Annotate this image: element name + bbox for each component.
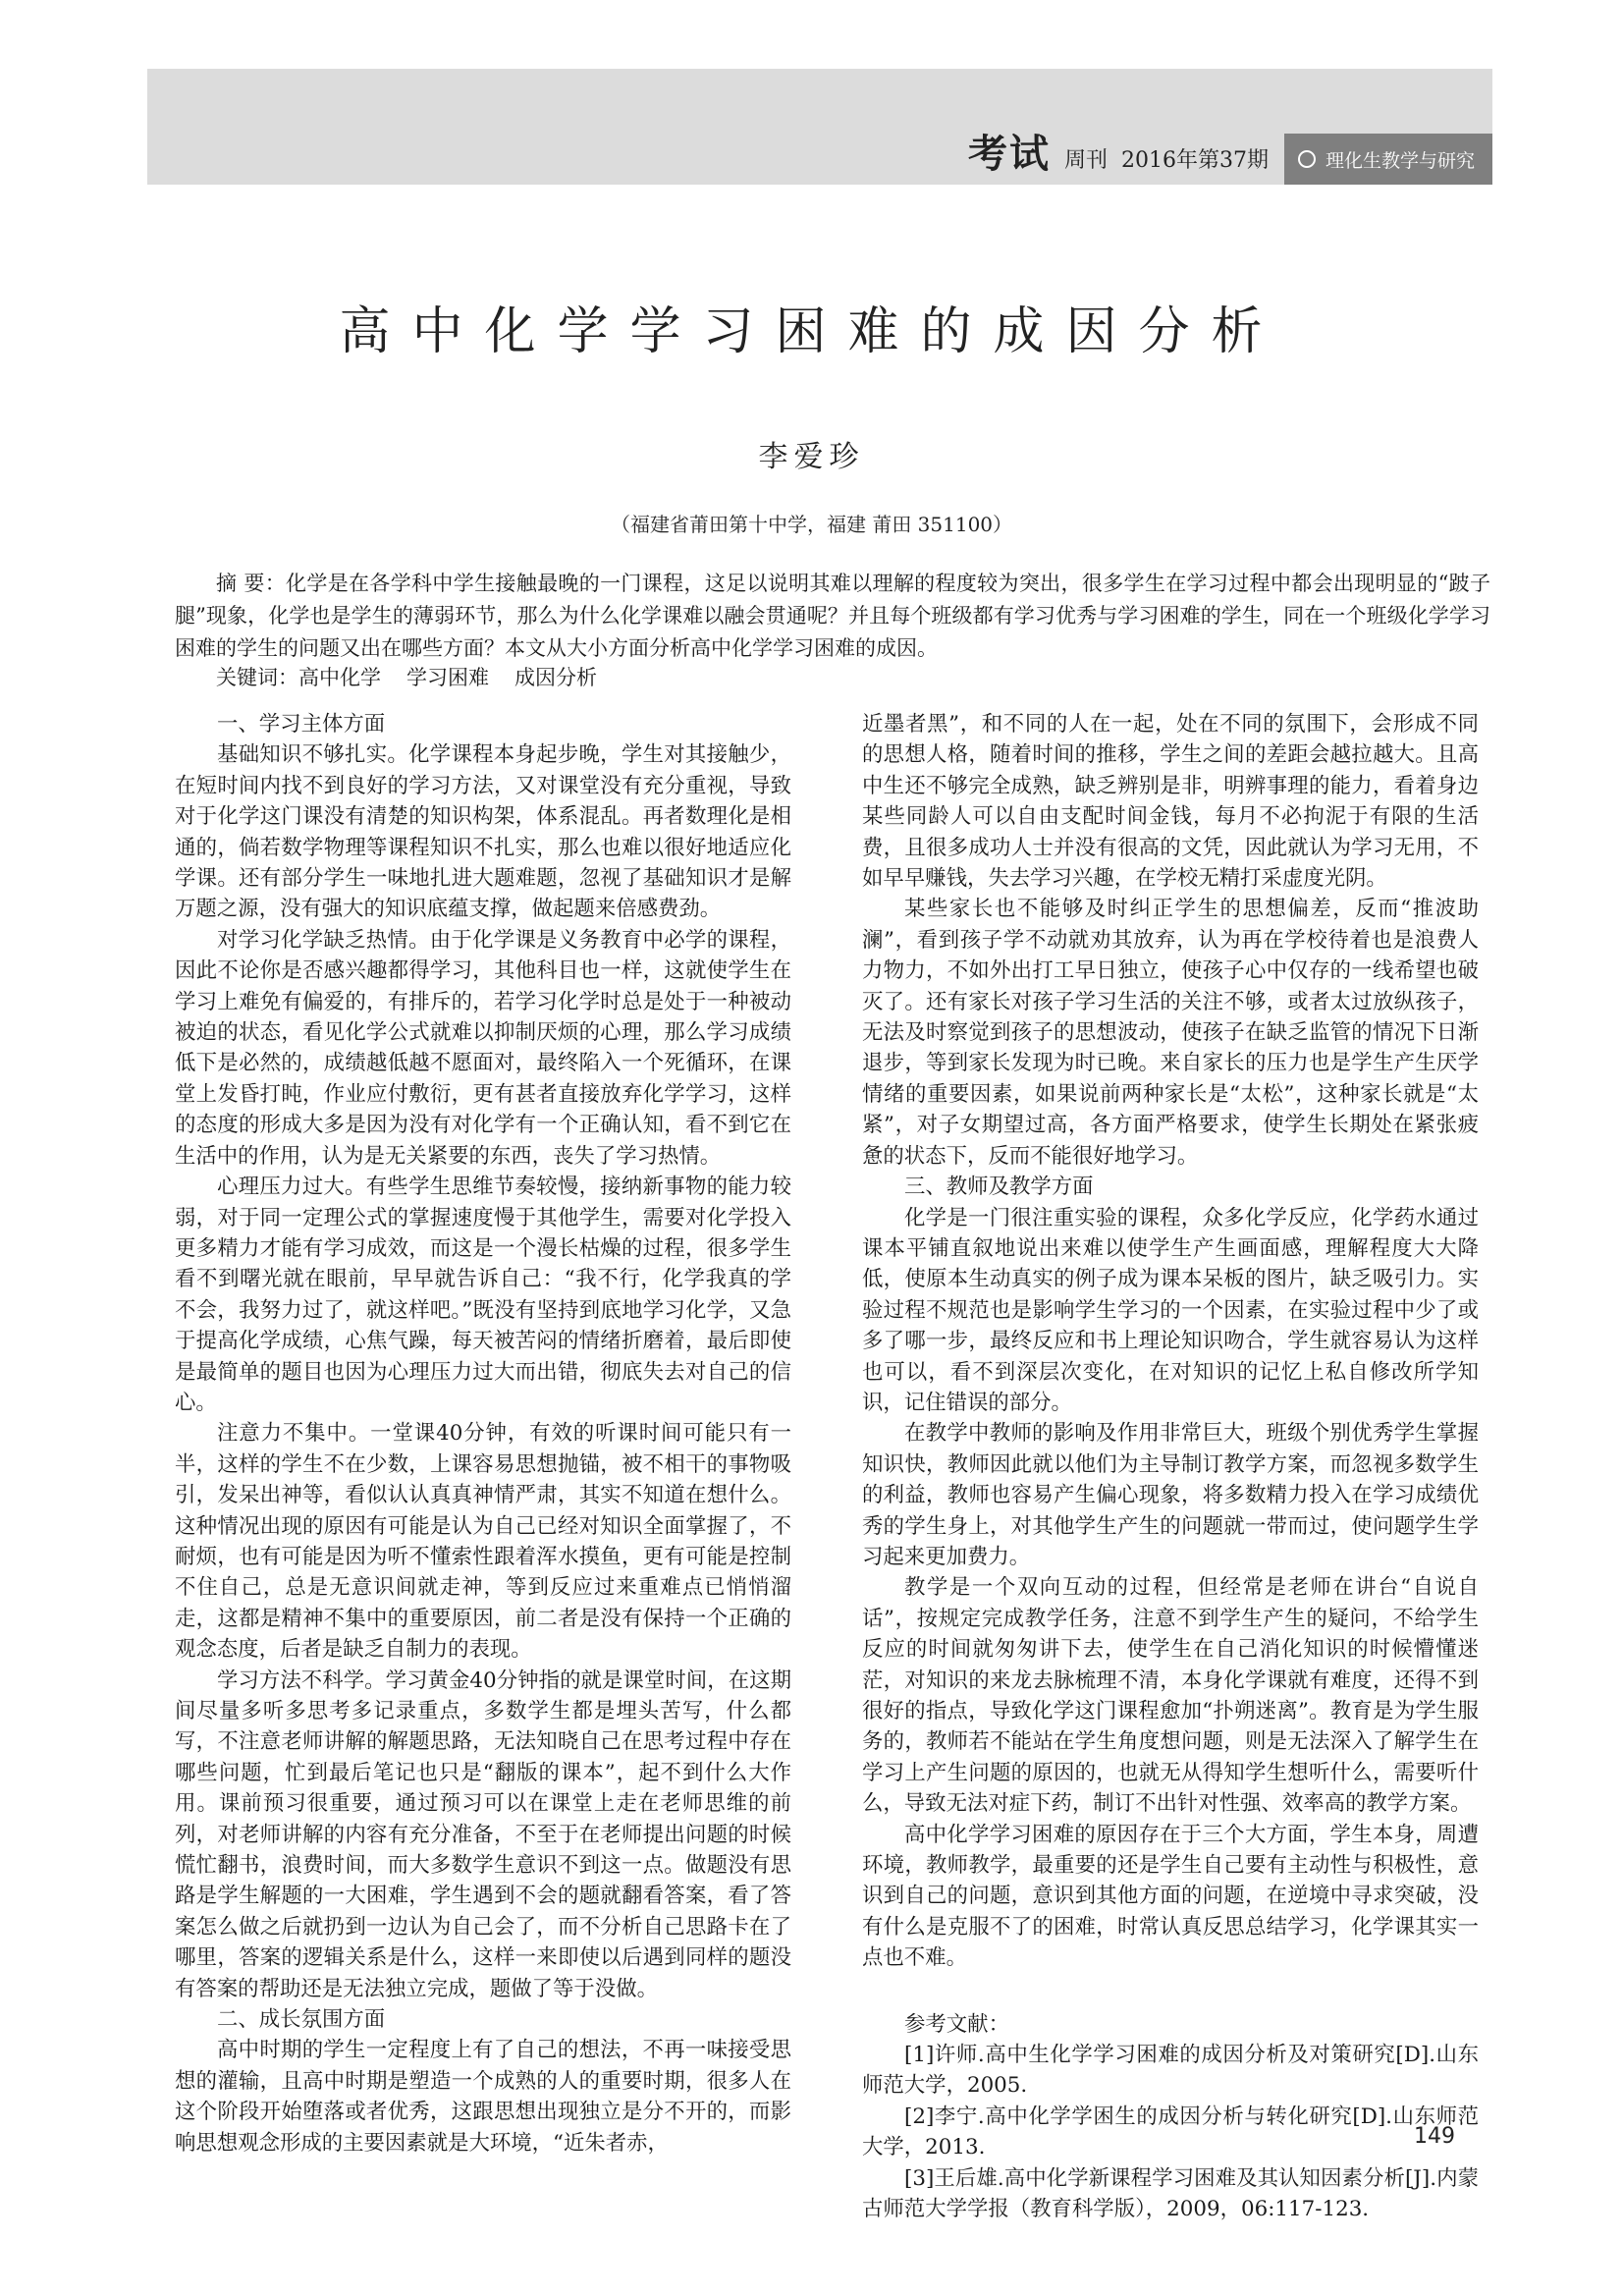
paragraph: 心理压力过大。有些学生思维节奏较慢，接纳新事物的能力较弱，对于同一定理公式的掌握速度慢于其他学生，需要对化学投入更多精力才能有学习成效，而这是一个漫长枯燥的过程，很多学生看不到曙光就在眼前，早早就告诉自己：“我不行，化学我真的学不会，我努力过了，就这样吧。”既没有坚持到底地学习化学，又急于提高化学成绩，心焦气躁，每天被苦闷的情绪折磨着，最后即使是最简单的题目也因为心理压力过大而出错，彻底失去对自己的信心。 xyxy=(175,1175,791,1415)
author: 李爱珍 xyxy=(758,440,865,474)
article-title: 高中化学学习困难的成因分析 xyxy=(339,302,1284,361)
journal-header-left xyxy=(968,123,1284,185)
affiliation: （福建省莆田第十中学，福建 莆田 351100） xyxy=(610,513,1013,536)
page-number: 149 xyxy=(1414,2124,1455,2149)
reference-item: [3]王后雄.高中化学新课程学习困难及其认知因素分析[J].内蒙古师范大学学报（教育科学版），2009，06:117-123. xyxy=(862,2165,1479,2222)
keywords-label: 关键词： xyxy=(216,666,298,689)
paragraph: 高中化学学习困难的原因存在于三个大方面，学生本身，周遭环境，教师教学，最重要的还是学生自己要有主动性与积极性，意识到自己的问题，意识到其他方面的问题，在逆境中寻求突破，没有什么是克服不了的困难，时常认真反思总结学习，化学课其实一点也不难。 xyxy=(862,1822,1479,1971)
section-heading: 三、教师及教学方面 xyxy=(904,1175,1094,1200)
journal-name: 考试 xyxy=(967,132,1051,177)
paragraph: 对学习化学缺乏热情。由于化学课是义务教育中必学的课程，因此不论你是否感兴趣都得学习，其他科目也一样，这就使学生在学习上难免有偏爱的，有排斥的，若学习化学时总是处于一种被动被迫的状态，看见化学公式就难以抑制厌烦的心理，那么学习成绩低下是必然的，成绩越低越不愿面对，最终陷入一个死循环，在课堂上发昏打盹，作业应付敷衍，更有甚者直接放弃化学学习，这样的态度的形成大多是因为没有对化学有一个正确认知，看不到它在生活中的作用，认为是无关紧要的东西，丧失了学习热情。 xyxy=(175,927,791,1169)
paragraph: 化学是一门很注重实验的课程，众多化学反应，化学药水通过课本平铺直叙地说出来难以使学生产生画面感，理解程度大大降低，使原本生动真实的例子成为课本呆板的图片，缺乏吸引力。实验过程不规范也是影响学生学习的一个因素，在实验过程中少了或多了哪一步，最终反应和书上理论知识吻合，学生就容易认为这样也可以，看不到深层次变化，在对知识的记忆上私自修改所学知识，记住错误的部分。 xyxy=(862,1205,1479,1415)
paragraph: 在教学中教师的影响及作用非常巨大，班级个别优秀学生掌握知识快，教师因此就以他们为主导制订教学方案，而忽视多数学生的利益，教师也容易产生偏心现象，将多数精力投入在学习成绩优秀的学生身上，对其他学生产生的问题就一带而过，使问题学生学习起来更加费力。 xyxy=(862,1421,1479,1569)
paragraph: 高中时期的学生一定程度上有了自己的想法，不再一味接受思想的灌输，且高中时期是塑造一个成熟的人的重要时期，很多人在这个阶段开始堕落或者优秀，这跟思想出现独立是分不开的，而影响思想观念形成的主要因素就是大环境，“近朱者赤， xyxy=(175,2038,791,2156)
paragraph: 学习方法不科学。学习黄金40分钟指的就是课堂时间，在这期间尽量多听多思考多记录重点，多数学生都是埋头苦写，什么都写，不注意老师讲解的解题思路，无法知晓自己在思考过程中存在哪些问题，忙到最后笔记也只是“翻版的课本”，起不到什么大作用。课前预习很重要，通过预习可以在课堂上走在老师思维的前列，对老师讲解的内容有充分准备，不至于在老师提出问题的时候慌忙翻书，浪费时间，而大多数学生意识不到这一点。做题没有思路是学生解题的一大困难，学生遇到不会的题就翻看答案，看了答案怎么做之后就扔到一边认为自己会了，而不分析自己思路卡在了哪里，答案的逻辑关系是什么，这样一来即使以后遇到同样的题没有答案的帮助还是无法独立完成，题做了等于没做。 xyxy=(175,1667,791,2001)
keyword: 成因分析 xyxy=(514,666,597,689)
left-column xyxy=(175,709,791,2159)
paragraph-continued: 近墨者黑”，和不同的人在一起，处在不同的氛围下，会形成不同的思想人格，随着时间的推移，学生之间的差距会越拉越大。且高中生还不够完全成熟，缺乏辨别是非，明辨事理的能力，看着身边某些同龄人可以自由支配时间金钱，每月不必拘泥于有限的生活费，且很多成功人士并没有很高的文凭，因此就认为学习无用，不如早早赚钱，失去学习兴趣，在学校无精打采虚度光阴。 xyxy=(862,712,1479,892)
reference-item: [1]许师.高中生化学学习困难的成因分析及对策研究[D].山东师范大学，2005. xyxy=(862,2043,1479,2099)
paragraph: 教学是一个双向互动的过程，但经常是老师在讲台“自说自话”，按规定完成教学任务，注意不到学生产生的疑问，不给学生反应的时间就匆匆讲下去，使学生在自己消化知识的时候懵懂迷茫，对知识的来龙去脉梳理不清，本身化学课就有难度，还得不到很好的指点，导致化学这门课程愈加“扑朔迷离”。教育是为学生服务的，教师若不能站在学生角度想问题，则是无法深入了解学生在学习上产生问题的原因的，也就无从得知学生想听什么，需要听什么，导致无法对症下药，制订不出针对性强、效率高的教学方案。 xyxy=(862,1575,1479,1817)
keyword: 学习困难 xyxy=(406,666,489,689)
paragraph: 某些家长也不能够及时纠正学生的思想偏差，反而“推波助澜”，看到孩子学不动就劝其放弃，认为再在学校待着也是浪费人力物力，不如外出打工早日独立，使孩子心中仅存的一线希望也破灭了。还有家长对孩子学习生活的关注不够，或者太过放纵孩子，无法及时察觉到孩子的思想波动，使孩子在缺乏监管的情况下日渐退步，等到家长发现为时已晚。来自家长的压力也是学生产生厌学情绪的重要因素，如果说前两种家长是“太松”，这种家长就是“太紧”，对子女期望过高，各方面严格要求，使学生长期处在紧张疲惫的状态下，反而不能很好地学习。 xyxy=(862,897,1479,1169)
section-heading: 二、成长氛围方面 xyxy=(217,2007,386,2033)
reference-item: [2]李宁.高中化学学困生的成因分析与转化研究[D].山东师范大学，2013. xyxy=(862,2104,1479,2160)
journal-issue: 2016年第37期 xyxy=(1121,148,1269,173)
paragraph: 基础知识不够扎实。化学课程本身起步晚，学生对其接触少，在短时间内找不到良好的学习方法，又对课堂没有充分重视，导致对于化学这门课没有清楚的知识构架，体系混乱。再者数理化是相通的，倘若数学物理等课程知识不扎实，那么也难以很好地适应化学课。还有部分学生一味地扎进大题难题，忽视了基础知识才是解万题之源，没有强大的知识底蕴支撑，做起题来倍感费劲。 xyxy=(175,742,791,922)
section-label: 理化生教学与研究 xyxy=(1325,149,1475,172)
journal-frequency: 周刊 xyxy=(1063,148,1108,173)
right-column xyxy=(862,709,1479,2225)
references-title: 参考文献： xyxy=(904,2011,1009,2037)
keywords xyxy=(175,662,1490,694)
section-heading: 一、学习主体方面 xyxy=(217,712,386,737)
paragraph: 注意力不集中。一堂课40分钟，有效的听课时间可能只有一半，这样的学生不在少数，上课容易思想抛锚，被不相干的事物吸引，发呆出神等，看似认认真真神情严肃，其实不知道在想什么。这种情况出现的原因有可能是认为自己已经对知识全面掌握了，不耐烦，也有可能是因为听不懂索性跟着浑水摸鱼，更有可能是控制不住自己，总是无意识间就走神，等到反应过来重难点已悄悄溜走，这都是精神不集中的重要原因，前二者是没有保持一个正确的观念态度，后者是缺乏自制力的表现。 xyxy=(175,1421,791,1663)
section-tab xyxy=(1284,134,1492,185)
abstract: 摘 要：化学是在各学科中学生接触最晚的一门课程，这足以说明其难以理解的程度较为突出，很多学生在学习过程中都会出现明显的“跛子腿”现象，化学也是学生的薄弱环节，那么为什么化学课难以融会贯通呢？并且每个班级都有学习优秀与学习困难的学生，同在一个班级化学学习困难的学生的问题又出在哪些方面？本文从大小方面分析高中化学学习困难的成因。 xyxy=(175,572,1490,660)
journal-header xyxy=(147,134,1492,185)
keyword: 高中化学 xyxy=(298,666,381,689)
circle-icon xyxy=(1298,150,1316,168)
